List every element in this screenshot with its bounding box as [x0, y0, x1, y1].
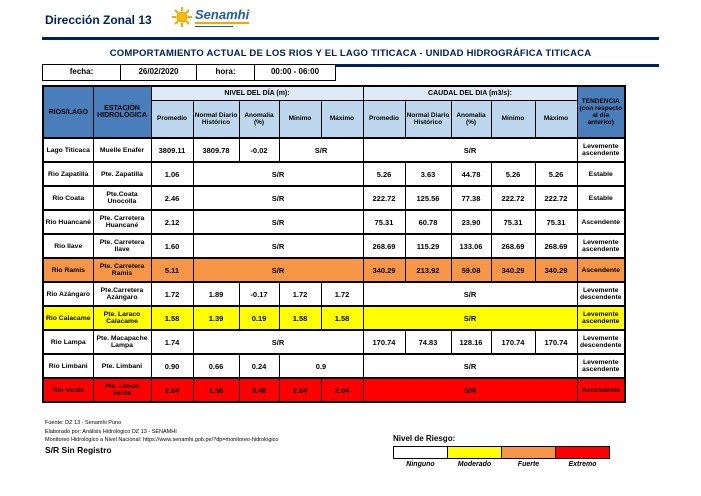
river-name-cell: Rio Verde: [43, 378, 93, 402]
subheader-caudal-maximo: Máximo: [535, 100, 577, 138]
col-header-estacion: ESTACIÓN HIDROLÓGICA: [93, 86, 151, 138]
value-cell: 2.12: [151, 210, 193, 234]
value-cell: S/R: [193, 186, 363, 210]
col-header-tendencia: TENDENCIA (con respecto al día anterior): [577, 86, 625, 138]
date-time-bar: [42, 64, 336, 81]
value-cell: 340.29: [363, 258, 405, 282]
subheader-caudal-anomalia: Anomalia (%): [451, 100, 491, 138]
river-name-cell: Rio Ilave: [43, 234, 93, 258]
logo-wordmark: Senamhi: [195, 6, 250, 22]
value-cell: 2.04: [321, 378, 363, 402]
tendencia-cell: Levemente ascendente: [577, 234, 625, 258]
value-cell: 1.72: [151, 282, 193, 306]
tendencia-cell: Estable: [577, 162, 625, 186]
subheader-nivel-minimo: Mínimo: [279, 100, 321, 138]
station-name-cell: Pte. Limbani: [93, 354, 151, 378]
table-row: [43, 282, 625, 306]
value-cell: S/R: [363, 282, 577, 306]
value-cell: 1.56: [193, 378, 239, 402]
table-row: [43, 378, 625, 402]
tendencia-cell: Levemente ascendente: [577, 354, 625, 378]
value-cell: S/R: [279, 138, 363, 162]
risk-legend-item: [393, 446, 448, 468]
value-cell: 1.89: [193, 282, 239, 306]
senamhi-logo: [172, 7, 249, 27]
footer-monitoreo-url: Monitoreo Hidrológico a Nivel Nacional: https://www.senamhi.gob.pe/?dp=monitoreo-hidrologico: [45, 437, 279, 444]
risk-legend-title: Nivel de Riesgo:: [393, 434, 456, 443]
station-name-cell: Pte. Macapache Lampa: [93, 330, 151, 354]
value-cell: S/R: [193, 258, 363, 282]
station-name-cell: Muelle Enafer: [93, 138, 151, 162]
value-cell: S/R: [193, 330, 363, 354]
station-name-cell: Pte. Limón Verde: [93, 378, 151, 402]
value-cell: 1.74: [151, 330, 193, 354]
tendencia-cell: Levemente descendente: [577, 330, 625, 354]
value-cell: 222.72: [363, 186, 405, 210]
tendencia-cell: Ascendente: [577, 210, 625, 234]
tendencia-cell: Levemente descendente: [577, 282, 625, 306]
logo-subline: [195, 24, 233, 27]
risk-swatch: [555, 446, 610, 459]
station-name-cell: Pte.Coata Unocolla: [93, 186, 151, 210]
river-name-cell: Rio Ramis: [43, 258, 93, 282]
subheader-nivel-normal: Normal Diario Histórico: [193, 100, 239, 138]
value-cell: S/R: [363, 378, 577, 402]
value-cell: 75.31: [491, 210, 535, 234]
value-cell: S/R: [363, 354, 577, 378]
value-cell: 213.92: [405, 258, 451, 282]
risk-label: Moderado: [457, 461, 492, 468]
value-cell: 0.19: [239, 306, 279, 330]
value-cell: 340.29: [491, 258, 535, 282]
station-name-cell: Pte. Carretera Ramis: [93, 258, 151, 282]
value-cell: 2.46: [151, 186, 193, 210]
value-cell: 128.16: [451, 330, 491, 354]
risk-legend-items: [393, 446, 610, 468]
value-cell: 60.78: [405, 210, 451, 234]
table-row: [43, 186, 625, 210]
risk-label: Fuerte: [517, 461, 540, 468]
table-body: [43, 138, 625, 402]
river-name-cell: Rio Limbani: [43, 354, 93, 378]
subheader-caudal-promedio: Promedio: [363, 100, 405, 138]
hora-value: 00:00 - 06:00: [255, 65, 335, 80]
report-title: COMPORTAMIENTO ACTUAL DE LOS RIOS Y EL LAGO TITICACA - UNIDAD HIDROGRÁFICA TITICACA: [109, 48, 592, 59]
subheader-nivel-anomalia: Anomalia (%): [239, 100, 279, 138]
table-row: [43, 210, 625, 234]
risk-swatch: [447, 446, 502, 459]
value-cell: S/R: [363, 138, 577, 162]
footer-notes: [45, 419, 278, 445]
river-name-cell: Rio Azángaro: [43, 282, 93, 306]
risk-legend: [393, 434, 610, 468]
tendencia-cell: Levemente ascendente: [577, 306, 625, 330]
value-cell: 3.63: [405, 162, 451, 186]
value-cell: 5.26: [535, 162, 577, 186]
value-cell: 268.69: [535, 234, 577, 258]
value-cell: 75.31: [363, 210, 405, 234]
value-cell: 222.72: [535, 186, 577, 210]
value-cell: 222.72: [491, 186, 535, 210]
value-cell: 340.29: [535, 258, 577, 282]
risk-legend-item: [555, 446, 610, 468]
risk-label: Ninguno: [406, 461, 435, 468]
river-name-cell: Rio Coata: [43, 186, 93, 210]
subheader-caudal-normal: Normal Diario Histórico: [405, 100, 451, 138]
value-cell: 268.69: [491, 234, 535, 258]
value-cell: 2.04: [151, 378, 193, 402]
value-cell: 0.66: [193, 354, 239, 378]
station-name-cell: Pte. Carretera Ilave: [93, 234, 151, 258]
col-header-caudal-band: CAUDAL DEL DIA (m3/s):: [363, 86, 577, 100]
value-cell: 3809.78: [193, 138, 239, 162]
value-cell: 133.06: [451, 234, 491, 258]
subheader-nivel-promedio: Promedio: [151, 100, 193, 138]
value-cell: 125.56: [405, 186, 451, 210]
value-cell: 1.72: [279, 282, 321, 306]
value-cell: S/R: [193, 234, 363, 258]
table-row: [43, 138, 625, 162]
value-cell: 0.24: [239, 354, 279, 378]
river-name-cell: Lago Titicaca: [43, 138, 93, 162]
table-row: [43, 258, 625, 282]
value-cell: S/R: [193, 162, 363, 186]
value-cell: 3809.11: [151, 138, 193, 162]
hydro-table: [42, 85, 626, 403]
value-cell: 75.31: [535, 210, 577, 234]
station-name-cell: Pte.Carretera Azángaro: [93, 282, 151, 306]
footer-fuente: Fuente: DZ 13 - Senamhi Puno: [45, 420, 122, 426]
col-header-rios-lago: RIOS/LAGO: [43, 86, 93, 138]
value-cell: 1.06: [151, 162, 193, 186]
value-cell: 5.26: [491, 162, 535, 186]
value-cell: 0.90: [151, 354, 193, 378]
value-cell: 0.48: [239, 378, 279, 402]
tendencia-cell: Ascendente: [577, 258, 625, 282]
subheader-caudal-minimo: Mínimo: [491, 100, 535, 138]
risk-swatch: [393, 446, 448, 459]
value-cell: 2.04: [279, 378, 321, 402]
value-cell: -0.17: [239, 282, 279, 306]
value-cell: 170.74: [491, 330, 535, 354]
value-cell: 5.11: [151, 258, 193, 282]
station-name-cell: Pte. Carretera Huancané: [93, 210, 151, 234]
value-cell: 77.38: [451, 186, 491, 210]
subheader-nivel-maximo: Máximo: [321, 100, 363, 138]
org-title: Dirección Zonal 13: [45, 13, 152, 27]
risk-label: Extremo: [568, 461, 597, 468]
sr-note: S/R Sin Registro: [45, 445, 112, 455]
footer-elaborado: Elaborado por: Análisis Hidrológico DZ 13 - SENAMHI: [45, 428, 177, 435]
tendencia-cell: Levemente ascendente: [577, 138, 625, 162]
value-cell: 115.29: [405, 234, 451, 258]
table-row: [43, 330, 625, 354]
table-row: [43, 354, 625, 378]
value-cell: 170.74: [535, 330, 577, 354]
value-cell: S/R: [363, 306, 577, 330]
river-name-cell: Rio Calacame: [43, 306, 93, 330]
table-row: [43, 162, 625, 186]
value-cell: 1.39: [193, 306, 239, 330]
table-row: [43, 306, 625, 330]
value-cell: 5.26: [363, 162, 405, 186]
value-cell: 1.58: [321, 306, 363, 330]
tendencia-cell: Ascendente: [577, 378, 625, 402]
value-cell: 1.58: [279, 306, 321, 330]
river-name-cell: Rio Lampa: [43, 330, 93, 354]
value-cell: 1.72: [321, 282, 363, 306]
value-cell: 44.78: [451, 162, 491, 186]
col-header-nivel-band: NIVEL DEL DÍA (m):: [151, 86, 363, 100]
risk-legend-item: [447, 446, 502, 468]
river-name-cell: Rio Huancané: [43, 210, 93, 234]
risk-legend-item: [501, 446, 556, 468]
value-cell: 268.69: [363, 234, 405, 258]
value-cell: 1.58: [151, 306, 193, 330]
hora-label: hora:: [197, 65, 255, 80]
value-cell: 1.60: [151, 234, 193, 258]
value-cell: -0.02: [239, 138, 279, 162]
station-name-cell: Pte. Zapatilla: [93, 162, 151, 186]
sun-icon: [172, 7, 192, 27]
station-name-cell: Pte. Laraco Calacame: [93, 306, 151, 330]
river-name-cell: Rio Zapatilla: [43, 162, 93, 186]
tendencia-cell: Estable: [577, 186, 625, 210]
report-title-bar: [42, 37, 659, 67]
fecha-label: fecha:: [43, 65, 121, 80]
value-cell: 74.83: [405, 330, 451, 354]
value-cell: 23.90: [451, 210, 491, 234]
value-cell: 170.74: [363, 330, 405, 354]
value-cell: 59.08: [451, 258, 491, 282]
risk-swatch: [501, 446, 556, 459]
value-cell: 0.9: [279, 354, 363, 378]
fecha-value: 26/02/2020: [121, 65, 197, 80]
table-row: [43, 234, 625, 258]
value-cell: S/R: [193, 210, 363, 234]
